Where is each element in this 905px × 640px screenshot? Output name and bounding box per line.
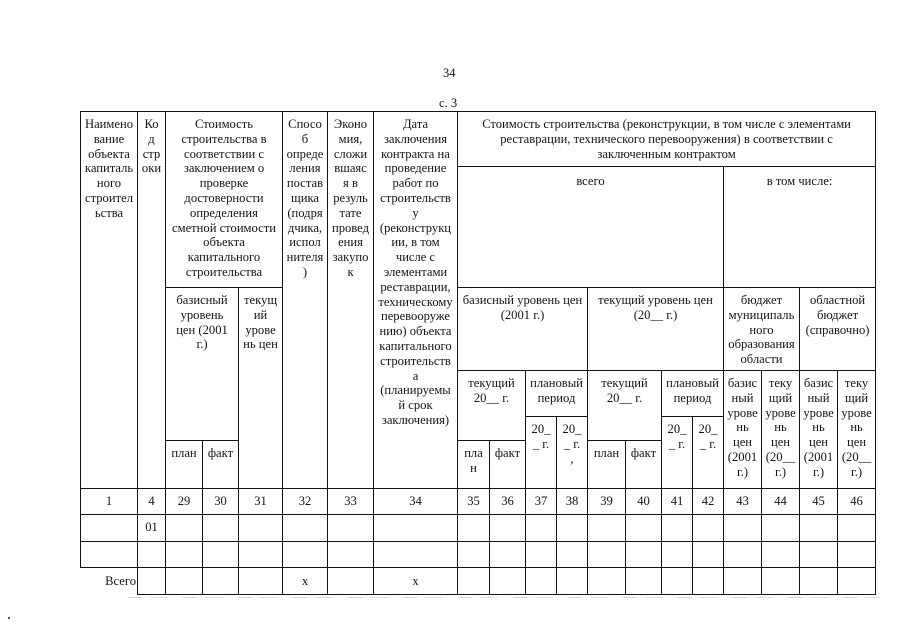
table-cell [557, 515, 588, 542]
table-cell [557, 541, 588, 568]
header-base-planned-year-1: 20_ _ г. [526, 417, 557, 489]
column-number-cell: 41 [662, 489, 693, 515]
table-cell [800, 541, 838, 568]
column-number-cell: 42 [693, 489, 724, 515]
header-savings: Эконо мия, сложи вшаяс я в резуль тате провед ения закупо к [328, 112, 374, 489]
table-cell [526, 541, 557, 568]
column-number-cell: 38 [557, 489, 588, 515]
table-header [81, 112, 876, 489]
table-cell [203, 515, 239, 542]
page-label: с. 3 [439, 96, 458, 110]
table-cell [81, 541, 138, 568]
column-number-cell: 45 [800, 489, 838, 515]
table-cell [328, 515, 374, 542]
table-cell [557, 568, 588, 595]
table-cell [724, 568, 762, 595]
header-row [81, 288, 876, 371]
header-current-current-plan: план [588, 441, 626, 489]
header-contract-cost: Стоимость строительства (реконструкции, в том числе с элементами реставрации, технического перевооружения) в соответствии с заключенным контрактом [458, 112, 876, 167]
header-municipal-base: базис ный урове нь цен (2001 г.) [724, 371, 762, 489]
table-cell [328, 568, 374, 595]
table-cell [374, 541, 458, 568]
header-estimate-fact: факт [203, 441, 239, 489]
header-row [81, 112, 876, 167]
table-cell [693, 541, 724, 568]
table-cell [693, 568, 724, 595]
column-number-cell: 36 [490, 489, 526, 515]
header-object-name: Наимено вание объекта капиталь ного строител ьства [81, 112, 138, 489]
table-cell: х [374, 568, 458, 595]
header-contract-date: Дата заключения контракта на проведение работ по строительств у (реконструкц ии, в том числе с элементами реставрации, техническому перевооруже нию) объекта капитального строительств а (планируемы й срок заключения) [374, 112, 458, 489]
header-base-planned-year-2: 20_ _ г. , [557, 417, 588, 489]
header-current-price-level: текущий уровень цен (20__ г.) [588, 288, 724, 371]
header-estimate-current-level: текущ ий урове нь цен [239, 288, 283, 489]
table-cell [239, 541, 283, 568]
table-cell [166, 568, 203, 595]
table-cell [166, 541, 203, 568]
header-current-planned-period: плановый период [662, 371, 724, 417]
column-number-row [81, 489, 876, 515]
table-cell [838, 515, 876, 542]
table-cell [626, 515, 662, 542]
table-cell [526, 568, 557, 595]
cost-form-table [80, 111, 876, 595]
table-cell [81, 515, 138, 542]
table-cell [239, 515, 283, 542]
header-supplier-method: Спосо б опреде ления постав щика (подря дчика, испол нителя ) [283, 112, 328, 489]
table-cell: х [283, 568, 328, 595]
table-cell [328, 541, 374, 568]
table-body [81, 489, 876, 595]
total-row [81, 568, 876, 595]
column-number-cell: 29 [166, 489, 203, 515]
header-current-planned-year-1: 20_ _ г. [662, 417, 693, 489]
table-cell: 01 [138, 515, 166, 542]
header-municipal-current: теку щий урове нь цен (20__ г.) [762, 371, 800, 489]
table-cell [490, 568, 526, 595]
column-number-cell: 31 [239, 489, 283, 515]
header-current-current-year: текущий 20__ г. [588, 371, 662, 441]
column-number-cell: 44 [762, 489, 800, 515]
table-cell [662, 515, 693, 542]
header-base-current-fact: факт [490, 441, 526, 489]
header-estimate-cost: Стоимость строительства в соответствии с заключением о проверке достоверности определения сметной стоимости объекта капитального строительства [166, 112, 283, 288]
header-row-code: Ко д стр оки [138, 112, 166, 489]
header-total: всего [458, 167, 724, 288]
header-regional-current: теку щий урове нь цен (20__ г.) [838, 371, 876, 489]
table-cell [724, 541, 762, 568]
column-number-cell: 32 [283, 489, 328, 515]
table-cell [762, 515, 800, 542]
column-number-cell: 33 [328, 489, 374, 515]
table-cell [374, 515, 458, 542]
column-number-cell: 46 [838, 489, 876, 515]
table-cell [588, 568, 626, 595]
table-cell [838, 568, 876, 595]
table-cell [138, 541, 166, 568]
table-cell [166, 515, 203, 542]
table-cell [662, 541, 693, 568]
table-cell [490, 515, 526, 542]
header-estimate-base-level: базисный уровень цен (2001 г.) [166, 288, 239, 441]
scan-artifact [128, 597, 880, 598]
table-cell [626, 541, 662, 568]
table-cell [526, 515, 557, 542]
table-cell [588, 515, 626, 542]
table-cell [490, 541, 526, 568]
column-number-cell: 39 [588, 489, 626, 515]
table-cell [588, 541, 626, 568]
column-number-cell: 35 [458, 489, 490, 515]
table-cell [662, 568, 693, 595]
column-number-cell: 1 [81, 489, 138, 515]
column-number-cell: 4 [138, 489, 166, 515]
column-number-cell: 37 [526, 489, 557, 515]
scan-dot [8, 617, 10, 619]
table-cell [800, 568, 838, 595]
table-cell [138, 568, 166, 595]
header-including: в том числе: [724, 167, 876, 288]
header-municipal-budget: бюджет муниципаль ного образования области [724, 288, 800, 371]
table-cell [458, 541, 490, 568]
table-cell [283, 515, 328, 542]
header-base-current-plan: пла н [458, 441, 490, 489]
table-row [81, 515, 876, 542]
header-estimate-plan: план [166, 441, 203, 489]
table-cell [458, 568, 490, 595]
table-cell [693, 515, 724, 542]
table-cell [283, 541, 328, 568]
header-base-planned-period: плановый период [526, 371, 588, 417]
table-cell [838, 541, 876, 568]
total-label: Всего [81, 568, 138, 595]
column-number-cell: 34 [374, 489, 458, 515]
column-number-cell: 40 [626, 489, 662, 515]
table-cell [626, 568, 662, 595]
table-row [81, 541, 876, 568]
table-cell [762, 568, 800, 595]
column-number-cell: 30 [203, 489, 239, 515]
table-cell [203, 541, 239, 568]
header-base-price-level: базисный уровень цен (2001 г.) [458, 288, 588, 371]
table-cell [800, 515, 838, 542]
header-regional-budget: областной бюджет (справочно) [800, 288, 876, 371]
header-base-current-year: текущий 20__ г. [458, 371, 526, 441]
table-cell [203, 568, 239, 595]
table-cell [239, 568, 283, 595]
header-current-planned-year-2: 20_ _ г. [693, 417, 724, 489]
page-number: 34 [443, 66, 456, 80]
table-cell [724, 515, 762, 542]
header-regional-base: базис ный урове нь цен (2001 г.) [800, 371, 838, 489]
header-current-current-fact: факт [626, 441, 662, 489]
column-number-cell: 43 [724, 489, 762, 515]
table-cell [458, 515, 490, 542]
table-cell [762, 541, 800, 568]
